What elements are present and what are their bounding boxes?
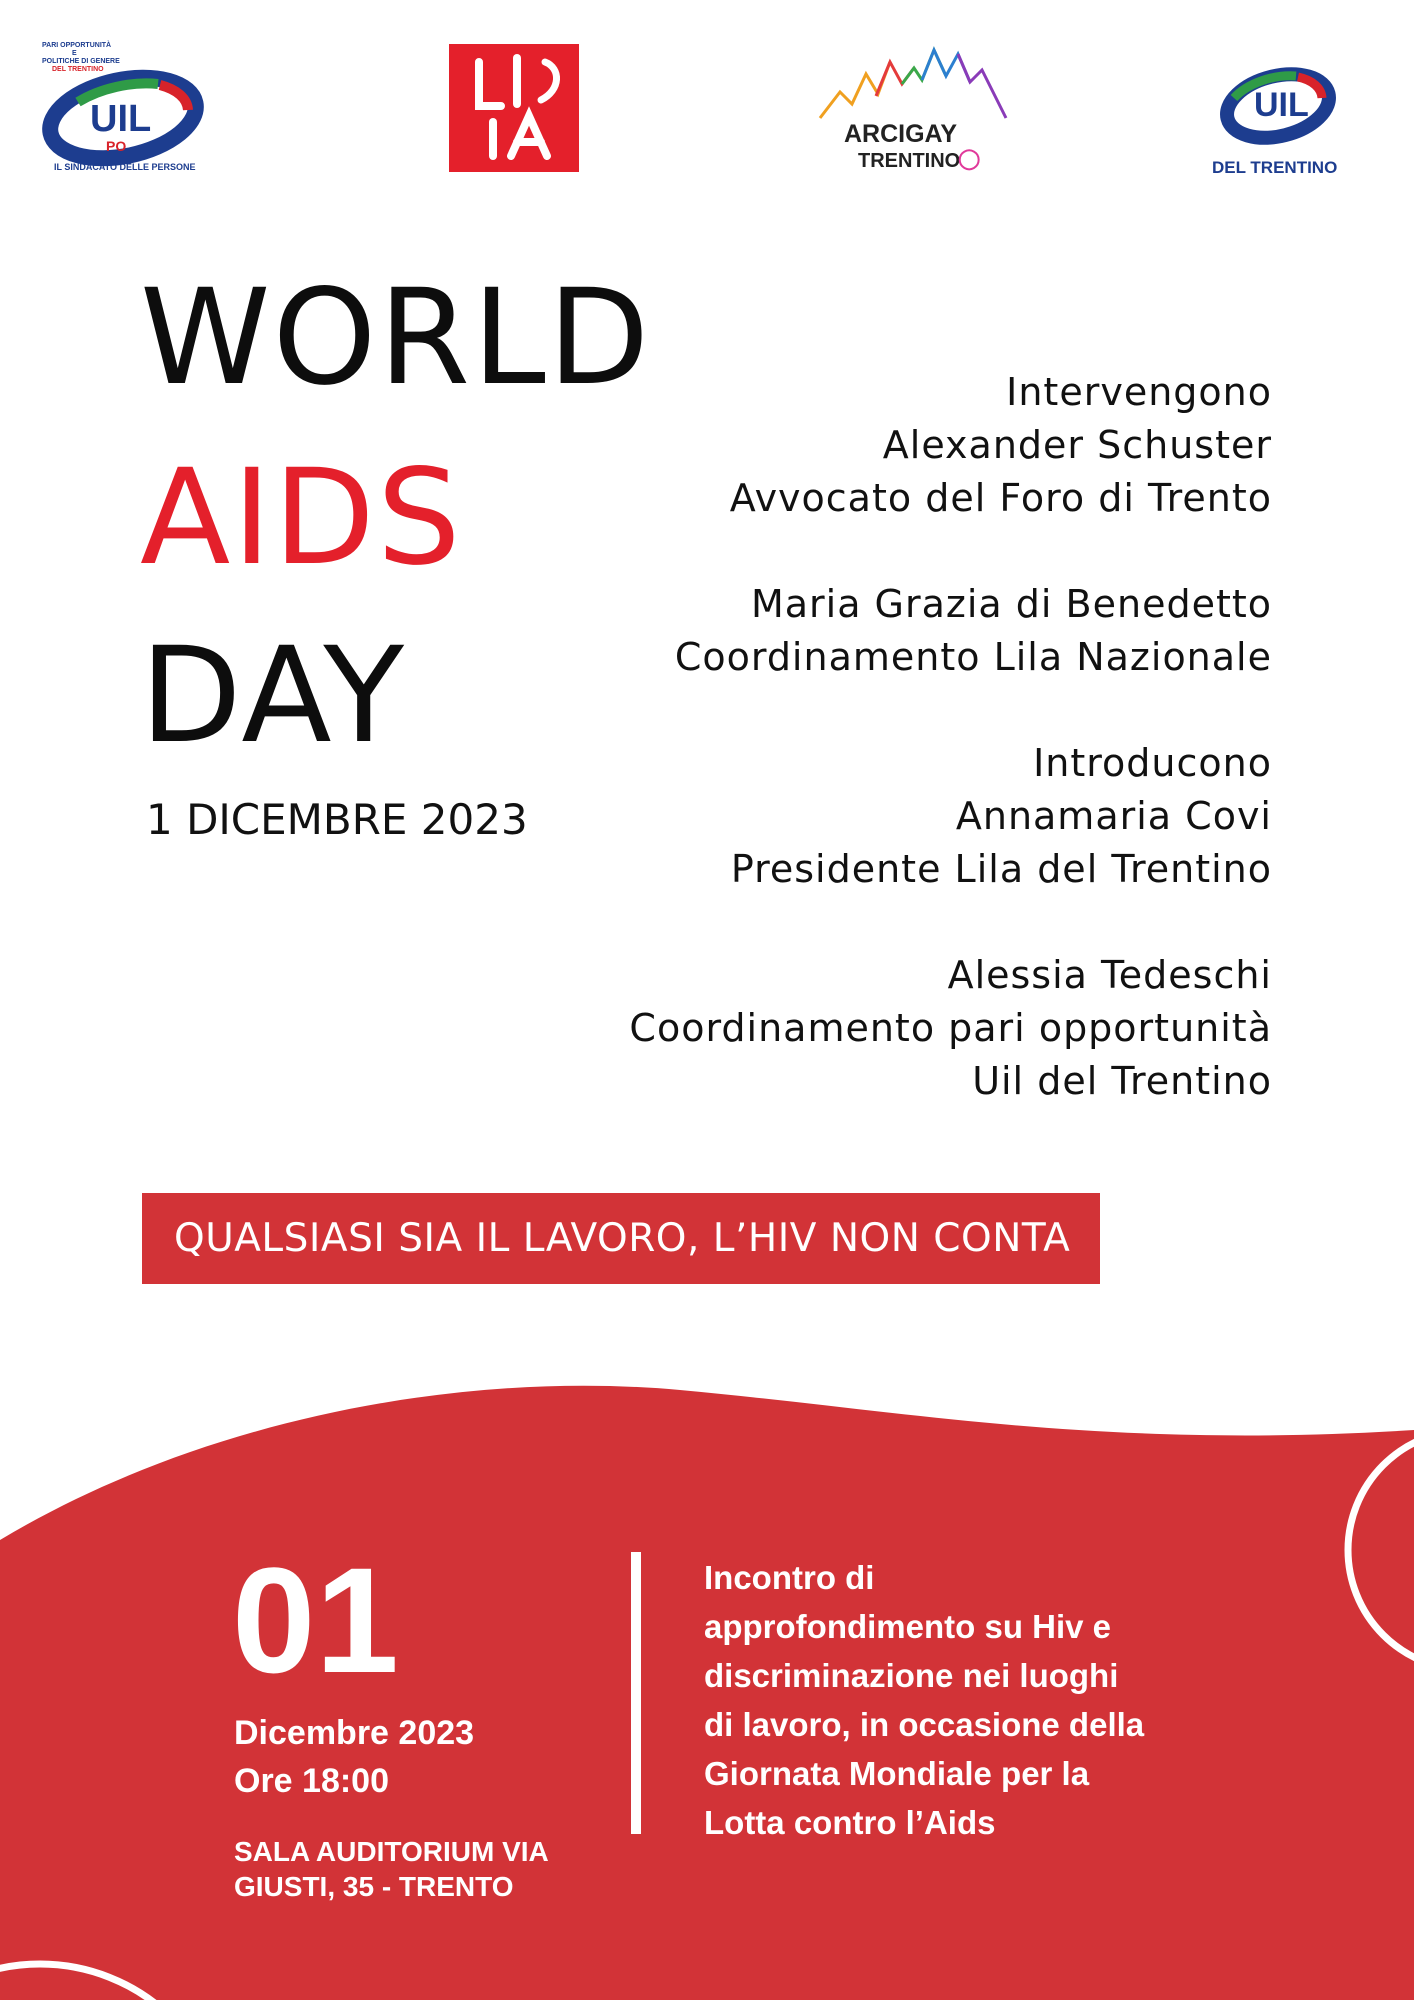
uil-po-bottom-text: IL SINDACATO DELLE PERSONE xyxy=(54,162,196,172)
event-venue xyxy=(234,1834,549,1904)
arcigay-line1: ARCIGAY xyxy=(844,120,957,148)
event-month-year: Dicembre 2023 xyxy=(234,1714,475,1752)
title-world: WORLD xyxy=(140,261,652,415)
speaker-line: Annamaria Covi xyxy=(955,794,1272,838)
uil-trentino-bottom-text: DEL TRENTINO xyxy=(1212,158,1338,177)
speakers-list xyxy=(552,366,1272,1161)
speaker-line: Avvocato del Foro di Trento xyxy=(729,476,1272,520)
arcigay-line2: TRENTINO xyxy=(858,150,961,172)
event-day-number: 01 xyxy=(232,1536,399,1704)
uil-trentino-logo xyxy=(1210,58,1346,178)
description-line: Incontro di xyxy=(704,1559,875,1596)
speaker-line: Coordinamento Lila Nazionale xyxy=(674,635,1272,679)
speaker-block xyxy=(552,578,1272,684)
lila-logo xyxy=(449,44,579,172)
speaker-line: Alexander Schuster xyxy=(882,423,1272,467)
uil-trentino-mark: UIL xyxy=(1254,86,1309,124)
event-description xyxy=(704,1553,1264,1847)
mountains-icon xyxy=(818,40,1008,130)
speaker-block xyxy=(552,366,1272,525)
speaker-line: Intervengono xyxy=(1006,370,1272,414)
description-line: di lavoro, in occasione della xyxy=(704,1706,1145,1743)
vertical-divider xyxy=(631,1552,641,1834)
description-line: approfondimento su Hiv e xyxy=(704,1608,1112,1645)
uil-po-mark: UIL xyxy=(90,98,152,140)
speaker-line: Coordinamento pari opportunità xyxy=(629,1006,1272,1050)
event-date: 1 DICEMBRE 2023 xyxy=(146,795,528,844)
speaker-line: Uil del Trentino xyxy=(972,1059,1272,1103)
description-line: Giornata Mondiale per la xyxy=(704,1755,1090,1792)
title-aids: AIDS xyxy=(140,441,463,595)
speaker-line: Introducono xyxy=(1033,741,1272,785)
venue-line: GIUSTI, 35 - TRENTO xyxy=(234,1871,514,1902)
uil-po-top-text: PARI OPPORTUNITÀ E POLITICHE DI GENERE DEL TRENTINO xyxy=(42,42,120,73)
description-line: Lotta contro l’Aids xyxy=(704,1804,996,1841)
uil-po-logo xyxy=(38,40,208,176)
description-line: discriminazione nei luoghi xyxy=(704,1657,1119,1694)
speaker-line: Maria Grazia di Benedetto xyxy=(750,582,1272,626)
speaker-line: Alessia Tedeschi xyxy=(947,953,1272,997)
arcigay-trentino-logo xyxy=(818,40,1008,176)
venue-line: SALA AUDITORIUM VIA xyxy=(234,1836,549,1867)
event-time: Ore 18:00 xyxy=(234,1762,389,1800)
apple-icon: ◯ xyxy=(958,148,981,170)
speaker-line: Presidente Lila del Trentino xyxy=(730,847,1272,891)
speaker-block xyxy=(552,737,1272,896)
uil-po-sub-mark: PO xyxy=(106,138,127,154)
title-day: DAY xyxy=(140,619,407,773)
speaker-block xyxy=(552,949,1272,1108)
lila-logo-mark xyxy=(449,44,579,172)
slogan-banner: QUALSIASI SIA IL LAVORO, L’HIV NON CONTA xyxy=(142,1193,1100,1284)
